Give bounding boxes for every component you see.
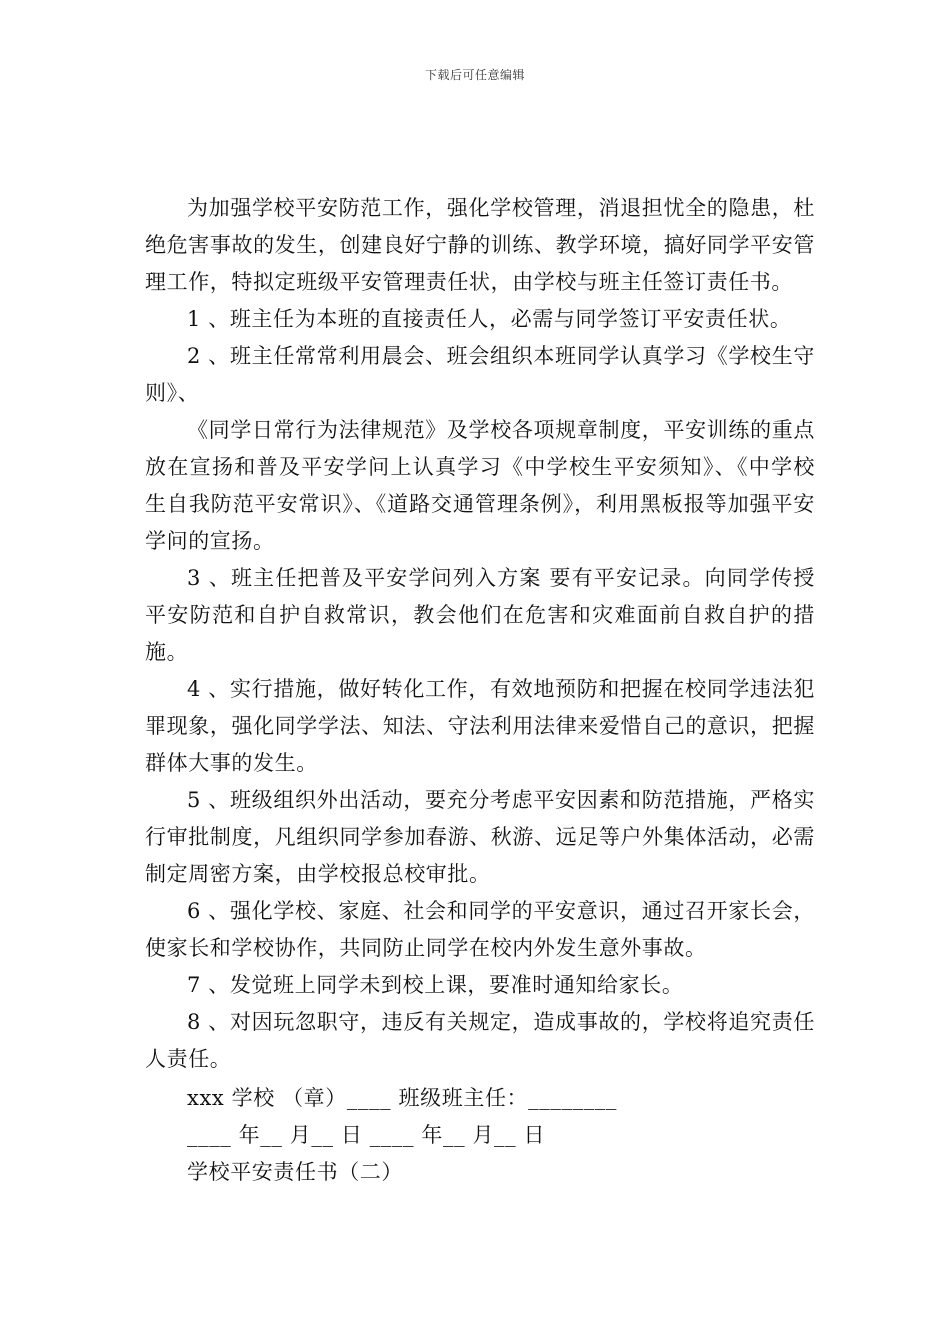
- clause-2: 2 、班主任常常利用晨会、班会组织本班同学认真学习《学校生守则》、: [145, 344, 815, 405]
- clause-8: 8 、对因玩忽职守，违反有关规定，造成事故的，学校将追究责任人责任。: [145, 1010, 815, 1071]
- clause-4: 4 、实行措施，做好转化工作，有效地预防和把握在校同学违法犯罪现象，强化同学学法、知法、守法利用法律来爱惜自己的意识，把握群体大事的发生。: [145, 677, 815, 775]
- next-section-title: 学校平安责任书（二）: [187, 1160, 403, 1184]
- clause-7: 7 、发觉班上同学未到校上课，要准时通知给家长。: [187, 973, 684, 997]
- intro-paragraph: 为加强学校平安防范工作，强化学校管理，消退担忧全的隐患，杜绝危害事故的发生，创建良好宁静的训练、教学环境，搞好同学平安管理工作，特拟定班级平安管理责任状，由学校与班主任签订责任书。: [145, 196, 815, 294]
- page-header: 下载后可任意编辑: [424, 68, 525, 82]
- document-body: [145, 190, 815, 1191]
- clause-2-continued: 《同学日常行为法律规范》及学校各项规章制度，平安训练的重点放在宣扬和普及平安学问上认真学习《中学校生平安须知》、《中学校生自我防范平安常识》、《道路交通管理条例》，利用黑板报等加强平安学问的宣扬。: [145, 418, 815, 553]
- clause-5: 5 、班级组织外出活动，要充分考虑平安因素和防范措施，严格实行审批制度，凡组织同学参加春游、秋游、远足等户外集体活动，必需制定周密方案，由学校报总校审批。: [145, 788, 815, 886]
- clause-3: 3 、班主任把普及平安学问列入方案 要有平安记录。向同学传授平安防范和自护自救常识，教会他们在危害和灾难面前自救自护的措施。: [145, 566, 815, 664]
- signature-line: xxx 学校 （章）____ 班级班主任：________: [187, 1086, 617, 1110]
- date-line: ____ 年__ 月__ 日 ____ 年__ 月__ 日: [187, 1123, 546, 1147]
- clause-6: 6 、强化学校、家庭、社会和同学的平安意识，通过召开家长会，使家长和学校协作，共同防止同学在校内外发生意外事故。: [145, 899, 815, 960]
- clause-1: 1 、班主任为本班的直接责任人，必需与同学签订平安责任状。: [187, 307, 792, 331]
